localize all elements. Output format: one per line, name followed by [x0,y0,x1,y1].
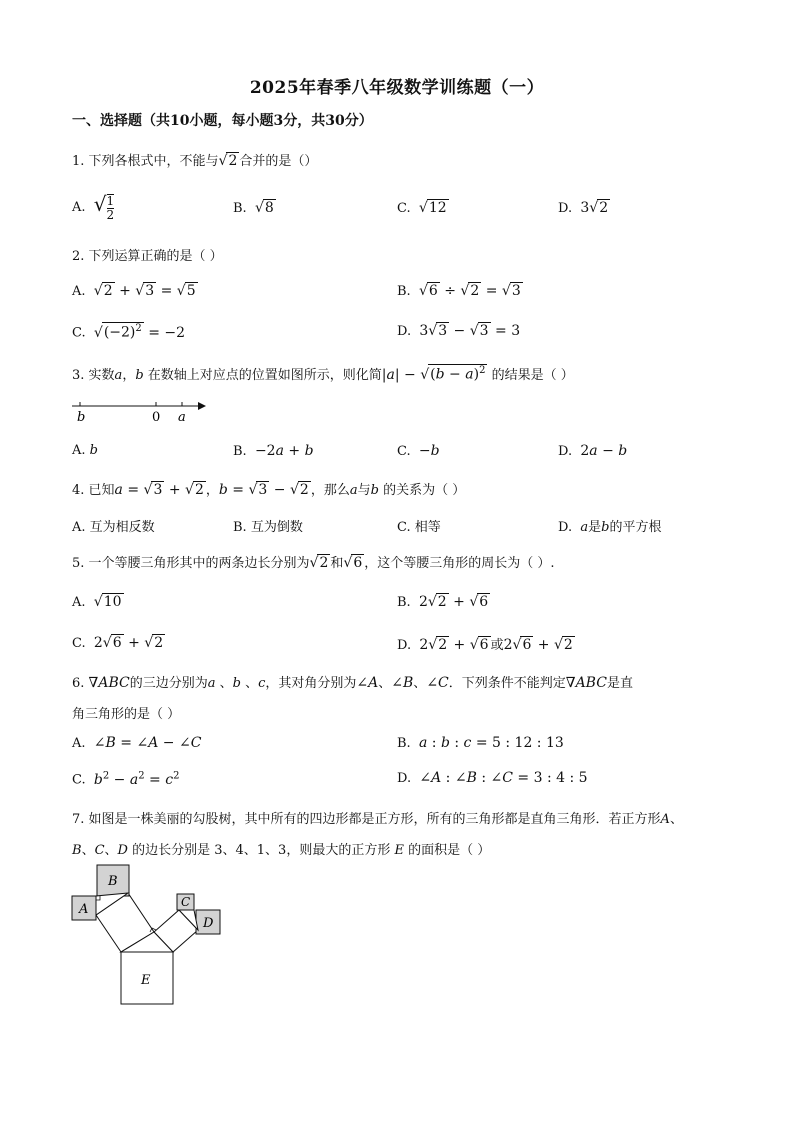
q2-option-d: D. 3√3 − √3 = 3 [397,323,521,339]
q3-option-a: A. b [72,443,98,458]
question-2-stem: 2. 下列运算正确的是（ ） [72,249,223,264]
q3-option-b: B. −2a + b [233,443,314,459]
number-line [70,398,210,424]
question-4-stem: 4. 已知a = √3 + √2 ，b = √3 − √2 ，那么a与b 的关系为（ ） [72,482,466,498]
q6-option-c: C. $b^2 - a^2 = c^2$ [72,770,180,788]
numberline-b-label: b [77,410,86,424]
q6-option-a: A. ∠B = ∠A − ∠C [72,735,202,751]
numberline-zero-label: 0 [152,410,161,424]
q1-option-c: C. √12 [397,200,447,216]
label-b: B [108,874,118,889]
q5-option-d: D. 2√2 + √6 或2√6 + √2 [397,637,573,653]
numberline-a-label: a [178,410,186,424]
q4-option-b: B. 互为倒数 [233,520,303,535]
question-3-stem: 3. 实数a，b 在数轴上对应点的位置如图所示，则化简$|a| - √(b - a)^2$ 的结果是（ ） [72,365,574,383]
q6-option-d: D. ∠A : ∠B : ∠C = 3 : 4 : 5 [397,770,588,786]
q2-option-b: B. √6 ÷ √2 = √3 [397,283,521,299]
question-5-stem: 5. 一个等腰三角形其中的两条边长分别为√2 和√6 ，这个等腰三角形的周长为（ ）. [72,555,555,571]
page-title: 2025年春季八年级数学训练题（一） [249,78,545,98]
q4-option-d: D. a是b的平方根 [558,520,662,535]
q5-option-b: B. 2√2 + √6 [397,594,489,610]
label-d: D [203,916,214,931]
question-1-stem: 1. 下列各根式中，不能与√2 合并的是（） [72,153,318,169]
section-heading: 一、选择题（共10小题，每小题3分，共30分） [72,113,373,129]
label-a: A [79,902,89,917]
q2-option-c: C. $√(-2)^2 = -2$ [72,323,186,341]
question-6-stem-line1: 6. ∇ABC的三边分别为a 、b 、c，其对角分别为∠A、∠B、∠C．下列条件不能判定∇ABC是直 [72,675,633,691]
question-6-stem-line2: 角三角形的是（ ） [72,707,181,722]
q3-option-d: D. 2a − b [558,443,628,459]
q1-option-d: D. 3√2 [558,200,609,216]
pythagoras-tree-figure [66,860,236,1010]
q5-option-a: A. √10 [72,594,122,610]
q4-option-c: C. 相等 [397,520,441,535]
q5-option-c: C. 2√6 + √2 [72,635,164,651]
question-7-stem-line1: 7. 如图是一株美丽的勾股树，其中所有的四边形都是正方形，所有的三角形都是直角三角形．若正方形A、 [72,812,683,827]
q2-option-a: A. √2 + √3 = √5 [72,283,196,299]
q4-option-a: A. 互为相反数 [72,520,155,535]
q6-option-b: B. a : b : c = 5 : 12 : 13 [397,735,564,751]
label-e: E [141,973,151,988]
q1-option-a: A. √ $\frac{1}{2}$ [72,192,115,222]
q3-option-c: C. −b [397,443,440,459]
q1-option-b: B. √8 [233,200,274,216]
label-c: C [181,895,191,909]
question-7-stem-line2: B、C、D 的边长分别是 3、4、1、3，则最大的正方形 E 的面积是（ ） [72,843,491,858]
